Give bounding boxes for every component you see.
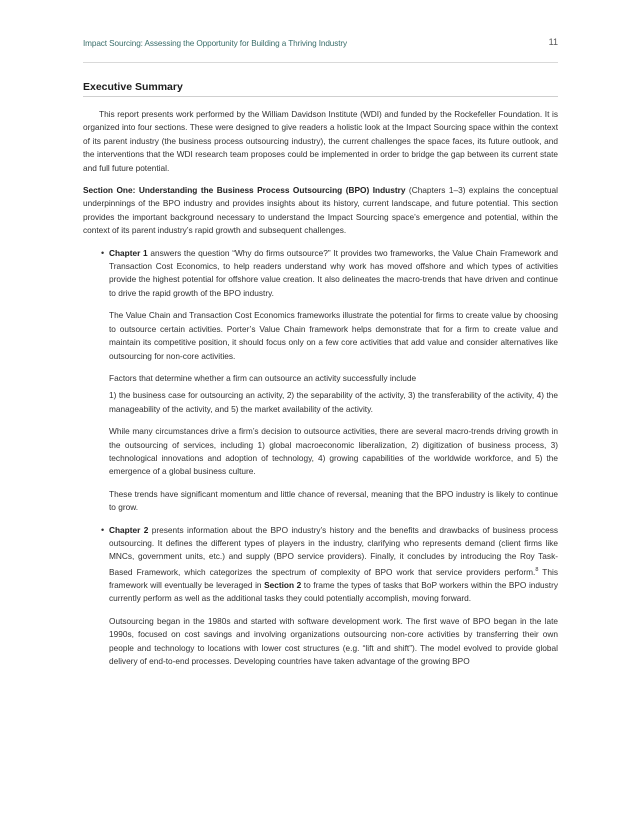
chapter-1-paragraph-6: These trends have significant momentum and little chance of reversal, meaning that the BPO industry is likely to continue to grow. bbox=[109, 488, 558, 513]
section-one-label: Section One: Understanding the Business Process Outsourcing (BPO) Industry bbox=[83, 185, 406, 196]
chapter-2-bullet bbox=[83, 524, 558, 606]
chapter-1-paragraph-4: 1) the business case for outsourcing an activity, 2) the separability of the activity, 3) the transferability of the activity, 4) the manageability of the activity, and 5) the market availability of the activity. bbox=[109, 390, 558, 414]
footnote-marker: 8 bbox=[535, 566, 539, 573]
chapter-1-paragraph-3: Factors that determine whether a firm can outsource an activity successfully include bbox=[109, 372, 417, 383]
chapter-1-bullet bbox=[83, 247, 558, 301]
chapter-1-text: answers the question “Why do firms outsource?” It provides two frameworks, the Value Chain Framework and Transaction Cost Economics, to help readers understand why work has moved offshore and which types of activities provide the highest potential for offshore value creation. It also delineates the macro-trends that have driven and continue to drive the rapid growth of the BPO industry. bbox=[109, 247, 558, 298]
chapter-2-text-a: presents information about the BPO industry’s history and the benefits and drawbacks of business process outsourcing. It defines the different types of players in the industry, clarifying who represents demand (client firms like MNCs, government units, etc.) and supply (BPO service providers). Finally, it concludes by introducing the Roy Task-Based Framework, which categorizes the spectrum of complexity of BPO work that service providers perform. bbox=[109, 524, 558, 577]
intro-paragraph: This report presents work performed by the William Davidson Institute (WDI) and funded by the Rockefeller Foundation. It is organized into four sections. These were designed to give readers a holistic look at the Impact Sourcing space within the context of its parent industry (the business process outsourcing industry), the current challenges the space faces, its future outlook, and the interventions that the WDI research team proposes could be implemented in order to bridge the gap between its current state and full future potential. bbox=[83, 109, 558, 173]
chapter-1-paragraph-2: The Value Chain and Transaction Cost Economics frameworks illustrate the potential for firms to create value by choosing to outsource certain activities. Porter’s Value Chain framework helps demonstrate that for a firm to create value and maintain its competitive position, it should focus only on a few core activities that add value and consider alternatives like outsourcing for non-core activities. bbox=[109, 310, 558, 361]
chapter-2-paragraph-2: Outsourcing began in the 1980s and started with software development work. The first wave of BPO began in the late 1990s, focused on cost savings and involving organizations outsourcing non-core activities by transferring their own people and technology to locations with lower cost structures (e.g. “lift and shift”). The model evolved to provide global delivery of end-to-end processes. Developing countries have taken advantage of the growing BPO bbox=[109, 615, 558, 666]
section-one-paragraph bbox=[83, 184, 558, 238]
chapter-2-label: Chapter 2 bbox=[109, 524, 149, 535]
chapter-2-text-c: to frame the types of tasks that BoP workers within the BPO industry currently perform as well as the additional tasks they could potentially accomplish, moving forward. bbox=[109, 579, 558, 604]
running-header: Impact Sourcing: Assessing the Opportunity for Building a Thriving Industry bbox=[83, 39, 348, 48]
chapter-1-paragraph-5: While many circumstances drive a firm’s decision to outsource activities, there are several macro-trends driving growth in the outsourcing of services, including 1) global macroeconomic liberalization, 2) digitization of business process, 3) technological innovations and adoption of technology, 4) growing capabilities of the worldwide workforce, and 5) the emergence of a global business culture. bbox=[109, 426, 558, 477]
page-number: 11 bbox=[548, 37, 558, 47]
chapter-2-text-b: This framework will eventually be leveraged in bbox=[109, 566, 558, 590]
bullet-icon: • bbox=[101, 524, 105, 535]
body-text bbox=[83, 108, 558, 677]
title-divider bbox=[83, 96, 558, 97]
section-one-text: (Chapters 1–3) explains the conceptual underpinnings of the BPO industry and provides insights about its history, current landscape, and future potential. This section provides the important background necessary to understand the Impact Sourcing space’s emergence and potential, within the context of its parent industry’s rapid growth and subsequent challenges. bbox=[83, 185, 559, 236]
section-2-reference: Section 2 bbox=[264, 579, 302, 590]
section-title: Executive Summary bbox=[83, 81, 183, 93]
header-divider bbox=[83, 62, 558, 63]
chapter-1-label: Chapter 1 bbox=[109, 247, 148, 258]
bullet-icon: • bbox=[101, 247, 105, 258]
